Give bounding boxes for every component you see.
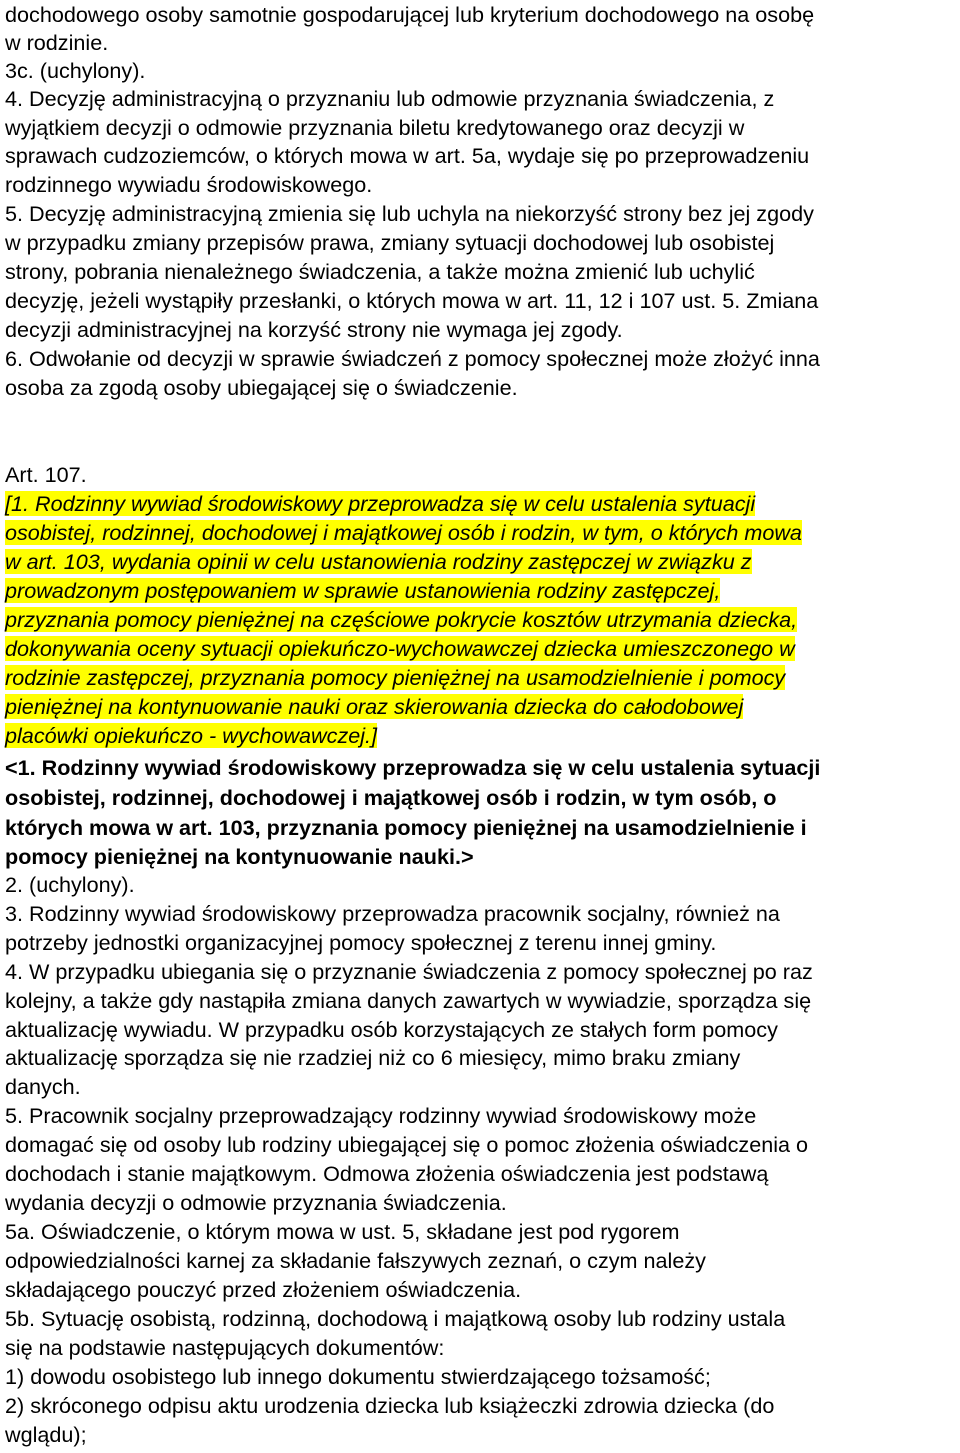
text-line: decyzji administracyjnej na korzyść strony nie wymaga jej zgody. bbox=[5, 317, 623, 342]
highlighted-repealed-text: przyznania pomocy pieniężnej na częściowe pokrycie kosztów utrzymania dziecka, bbox=[5, 607, 798, 632]
text-line: decyzję, jeżeli wystąpiły przesłanki, o których mowa w art. 11, 12 i 107 ust. 5. Zmiana bbox=[5, 288, 819, 313]
list-item: 1) dowodu osobistego lub innego dokumentu stwierdzającego tożsamość; bbox=[5, 1364, 711, 1389]
text-line: 4. W przypadku ubiegania się o przyznanie świadczenia z pomocy społecznej po raz bbox=[5, 959, 813, 984]
highlighted-repealed-text: rodzinie zastępczej, przyznania pomocy pieniężnej na usamodzielnienie i pomocy bbox=[5, 665, 786, 690]
text-line: w rodzinie. bbox=[5, 30, 109, 55]
amended-text-bold: pomocy pieniężnej na kontynuowanie nauki.> bbox=[5, 844, 474, 869]
text-line: dochodowego osoby samotnie gospodarującej lub kryterium dochodowego na osobę bbox=[5, 2, 815, 27]
highlighted-repealed-text: osobistej, rodzinnej, dochodowej i majątkowej osób i rodzin, w tym, o których mowa bbox=[5, 520, 802, 545]
text-line: 6. Odwołanie od decyzji w sprawie świadczeń z pomocy społecznej może złożyć inna bbox=[5, 346, 820, 371]
text-line: 5. Decyzję administracyjną zmienia się lub uchyla na niekorzyść strony bez jej zgody bbox=[5, 201, 814, 226]
text-line: potrzeby jednostki organizacyjnej pomocy społecznej z terenu innej gminy. bbox=[5, 930, 717, 955]
text-line: dochodach i stanie majątkowym. Odmowa złożenia oświadczenia jest podstawą bbox=[5, 1161, 769, 1186]
text-line: osoba za zgodą osoby ubiegającej się o świadczenie. bbox=[5, 375, 518, 400]
text-line: sprawach cudzoziemców, o których mowa w art. 5a, wydaje się po przeprowadzeniu bbox=[5, 143, 810, 168]
text-line: kolejny, a także gdy nastąpiła zmiana danych zawartych w wywiadzie, sporządza się bbox=[5, 988, 812, 1013]
text-line: odpowiedzialności karnej za składanie fałszywych zeznań, o czym należy bbox=[5, 1248, 706, 1273]
text-line: 3. Rodzinny wywiad środowiskowy przeprowadza pracownik socjalny, również na bbox=[5, 901, 780, 926]
list-item: wglądu); bbox=[5, 1422, 87, 1447]
text-line: domagać się od osoby lub rodziny ubiegającej się o pomoc złożenia oświadczenia o bbox=[5, 1132, 809, 1157]
text-line: 5. Pracownik socjalny przeprowadzający rodzinny wywiad środowiskowy może bbox=[5, 1103, 757, 1128]
amended-text-bold: <1. Rodzinny wywiad środowiskowy przeprowadza się w celu ustalenia sytuacji bbox=[5, 755, 821, 780]
text-line: 5a. Oświadczenie, o którym mowa w ust. 5, składane jest pod rygorem bbox=[5, 1219, 680, 1244]
amended-text-bold: osobistej, rodzinnej, dochodowej i majątkowej osób i rodzin, w tym osób, o bbox=[5, 785, 777, 810]
text-line: 5b. Sytuację osobistą, rodzinną, dochodową i majątkową osoby lub rodziny ustala bbox=[5, 1306, 786, 1331]
text-line: danych. bbox=[5, 1074, 81, 1099]
text-line: aktualizację wywiadu. W przypadku osób korzystających ze stałych form pomocy bbox=[5, 1017, 778, 1042]
text-line: strony, pobrania nienależnego świadczenia, a także można zmienić lub uchylić bbox=[5, 259, 755, 284]
highlighted-repealed-text: w art. 103, wydania opinii w celu ustanowienia rodziny zastępczej w związku z bbox=[5, 549, 752, 574]
text-line: aktualizację sporządza się nie rzadziej niż co 6 miesięcy, mimo braku zmiany bbox=[5, 1045, 741, 1070]
amended-text-bold: których mowa w art. 103, przyznania pomocy pieniężnej na usamodzielnienie i bbox=[5, 815, 807, 840]
text-line: rodzinnego wywiadu środowiskowego. bbox=[5, 172, 373, 197]
highlighted-repealed-text: placówki opiekuńczo - wychowawczej.] bbox=[5, 723, 378, 748]
text-line: 2. (uchylony). bbox=[5, 872, 135, 897]
text-line: składającego pouczyć przed złożeniem oświadczenia. bbox=[5, 1277, 522, 1302]
highlighted-repealed-text: prowadzonym postępowaniem w sprawie ustanowienia rodziny zastępczej, bbox=[5, 578, 721, 603]
text-line: w przypadku zmiany przepisów prawa, zmiany sytuacji dochodowej lub osobistej bbox=[5, 230, 775, 255]
list-item: 2) skróconego odpisu aktu urodzenia dziecka lub książeczki zdrowia dziecka (do bbox=[5, 1393, 775, 1418]
text-line: wydania decyzji o odmowie przyznania świadczenia. bbox=[5, 1190, 507, 1215]
text-line: 3c. (uchylony). bbox=[5, 58, 146, 83]
highlighted-repealed-text: dokonywania oceny sytuacji opiekuńczo-wychowawczej dziecka umieszczonego w bbox=[5, 636, 795, 661]
text-line: 4. Decyzję administracyjną o przyznaniu lub odmowie przyznania świadczenia, z bbox=[5, 86, 775, 111]
text-line: się na podstawie następujących dokumentów: bbox=[5, 1335, 445, 1360]
article-heading: Art. 107. bbox=[5, 462, 87, 487]
text-line: wyjątkiem decyzji o odmowie przyznania biletu kredytowanego oraz decyzji w bbox=[5, 115, 745, 140]
highlighted-repealed-text: [1. Rodzinny wywiad środowiskowy przeprowadza się w celu ustalenia sytuacji bbox=[5, 491, 756, 516]
highlighted-repealed-text: pieniężnej na kontynuowanie nauki oraz skierowania dziecka do całodobowej bbox=[5, 694, 744, 719]
